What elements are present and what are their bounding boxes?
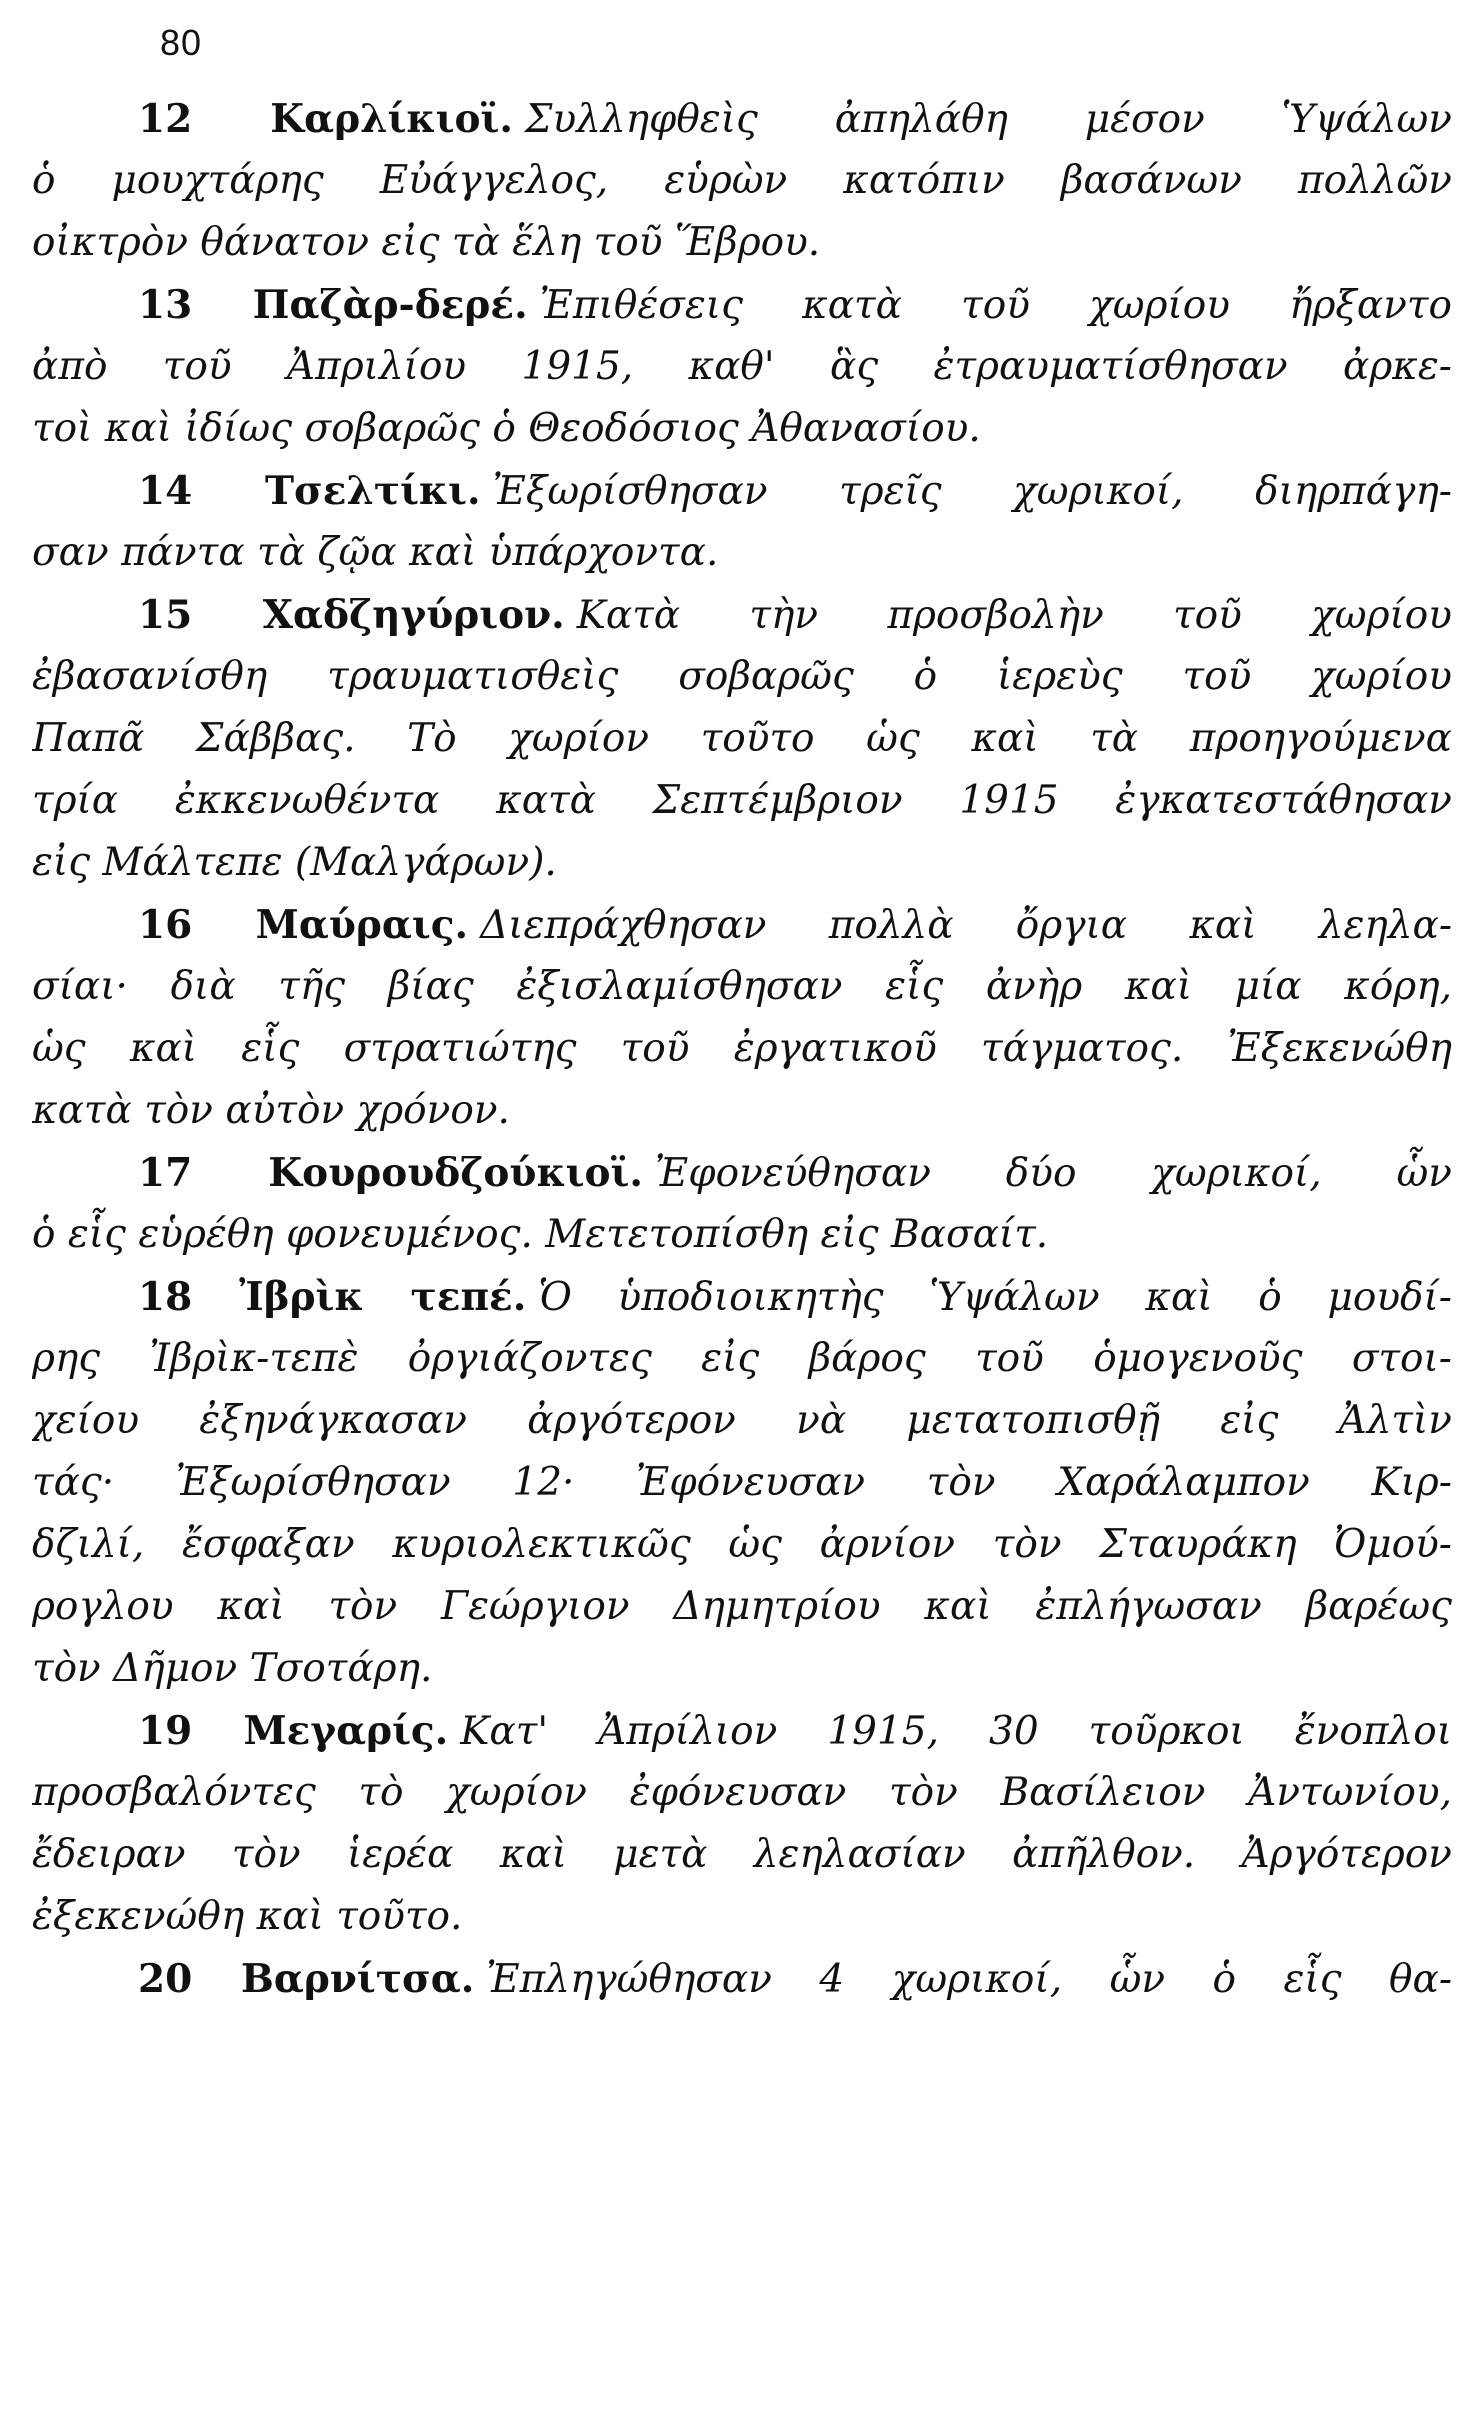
entry-17-line-2: ὁ εἷς εὑρέθη φονευμένος. Μετετοπίσθη εἰς Βασαίτ. [32,1212,1049,1257]
entry-18-line-4: τάς· Ἐξωρίσθησαν 12· Ἐφόνευσαν τὸν Χαράλαμπον Κιρ- [32,1460,1452,1505]
entry-18-line-2: ρης Ἰβρὶκ-τεπὲ ὀργιάζοντες εἰς βάρος τοῦ ὁμογενοῦς στοι- [32,1336,1452,1381]
entry-12-text: Συλληφθεὶς ἀπηλάθη μέσον Ὑψάλων [524,97,1452,142]
entry-13-line-3: τοὶ καὶ ἰδίως σοβαρῶς ὁ Θεοδόσιος Ἀθανασίου. [32,406,981,451]
entry-12-line-2: ὁ μουχτάρης Εὐάγγελος, εὑρὼν κατόπιν βασάνων πολλῶν [32,158,1452,203]
entry-13-line-1 [32,274,1452,336]
entry-16-line-1 [32,894,1452,956]
entry-17-text: Ἐφονεύθησαν δύο χωρικοί, ὧν [655,1151,1452,1196]
entry-19-line-4: ἐξεκενώθη καὶ τοῦτο. [32,1894,463,1939]
entry-17-heading: 17 Κουρουδζούκιοϊ. [138,1150,644,1196]
entry-19-line-3: ἔδειραν τὸν ἱερέα καὶ μετὰ λεηλασίαν ἀπῆλθον. Ἀργότερον [32,1832,1452,1877]
entry-15-line-3: Παπᾶ Σάββας. Τὸ χωρίον τοῦτο ὡς καὶ τὰ προηγούμενα [32,716,1452,761]
entry-18-line-7: τὸν Δῆμον Τσοτάρη. [32,1646,433,1691]
entry-16-heading: 16 Μαύραις. [138,902,469,948]
entry-20-text: Ἐπληγώθησαν 4 χωρικοί, ὧν ὁ εἷς θα- [486,1957,1452,2002]
entry-13-line-2: ἀπὸ τοῦ Ἀπριλίου 1915, καθ' ἃς ἐτραυματίσθησαν ἀρκε- [32,344,1452,389]
entry-17-line-1 [32,1142,1452,1204]
entry-16-line-4: κατὰ τὸν αὐτὸν χρόνον. [32,1088,510,1133]
entry-14-heading: 14 Τσελτίκι. [138,468,481,514]
entry-15-line-4: τρία ἐκκενωθέντα κατὰ Σεπτέμβριον 1915 ἐγκατεστάθησαν [32,778,1452,823]
entry-14-line-2: σαν πάντα τὰ ζῷα καὶ ὑπάρχοντα. [32,530,719,575]
entry-16-line-3: ὡς καὶ εἷς στρατιώτης τοῦ ἐργατικοῦ τάγματος. Ἐξεκενώθη [32,1026,1452,1071]
entry-20-line-1 [32,1948,1452,2010]
entry-12-line-1 [32,88,1452,150]
entry-18-heading: 18 Ἰβρὶκ τεπέ. [138,1274,527,1320]
entry-15-line-2: ἐβασανίσθη τραυματισθεὶς σοβαρῶς ὁ ἱερεὺς τοῦ χωρίου [32,654,1452,699]
entry-19-line-1 [32,1700,1452,1762]
entry-12-line-3: οἰκτρὸν θάνατον εἰς τὰ ἕλη τοῦ Ἕβρου. [32,220,821,265]
entry-15-line-1 [32,584,1452,646]
entry-15-line-5: εἰς Μάλτεπε (Μαλγάρων). [32,840,557,885]
entry-13-heading: 13 Παζὰρ-δερέ. [138,282,528,328]
entry-18-line-6: ρογλου καὶ τὸν Γεώργιον Δημητρίου καὶ ἐπλήγωσαν βαρέως [32,1584,1452,1629]
entry-20-heading: 20 Βαρνίτσα. [138,1956,475,2002]
page-number: 80 [160,22,203,63]
entry-15-heading: 15 Χαδζηγύριον. [138,592,565,638]
entry-16-text: Διεπράχθησαν πολλὰ ὄργια καὶ λεηλα- [480,903,1452,948]
entry-18-line-1 [32,1266,1452,1328]
entry-18-line-5: δζιλί, ἔσφαξαν κυριολεκτικῶς ὡς ἀρνίον τὸν Σταυράκη Ὀμού- [32,1522,1452,1567]
entry-12-heading: 12 Καρλίκιοϊ. [138,96,513,142]
entry-16-line-2: σίαι· διὰ τῆς βίας ἐξισλαμίσθησαν εἷς ἀνὴρ καὶ μία κόρη, [32,964,1452,1009]
entry-19-line-2: προσβαλόντες τὸ χωρίον ἐφόνευσαν τὸν Βασίλειον Ἀντωνίου, [32,1770,1452,1815]
entry-18-line-3: χείου ἐξηνάγκασαν ἀργότερον νὰ μετατοπισθῇ εἰς Ἀλτὶν [32,1398,1452,1443]
entry-18-text: Ὁ ὑποδιοικητὴς Ὑψάλων καὶ ὁ μουδί- [538,1275,1452,1320]
entry-14-line-1 [32,460,1452,522]
entry-15-text: Κατὰ τὴν προσβολὴν τοῦ χωρίου [576,593,1452,638]
document-body [32,88,1452,2010]
entry-19-heading: 19 Μεγαρίς. [138,1708,449,1754]
entry-19-text: Κατ' Ἀπρίλιον 1915, 30 τοῦρκοι ἔνοπλοι [460,1709,1452,1754]
entry-14-text: Ἐξωρίσθησαν τρεῖς χωρικοί, διηρπάγη- [492,469,1452,514]
entry-13-text: Ἐπιθέσεις κατὰ τοῦ χωρίου ἤρξαντο [539,283,1452,328]
